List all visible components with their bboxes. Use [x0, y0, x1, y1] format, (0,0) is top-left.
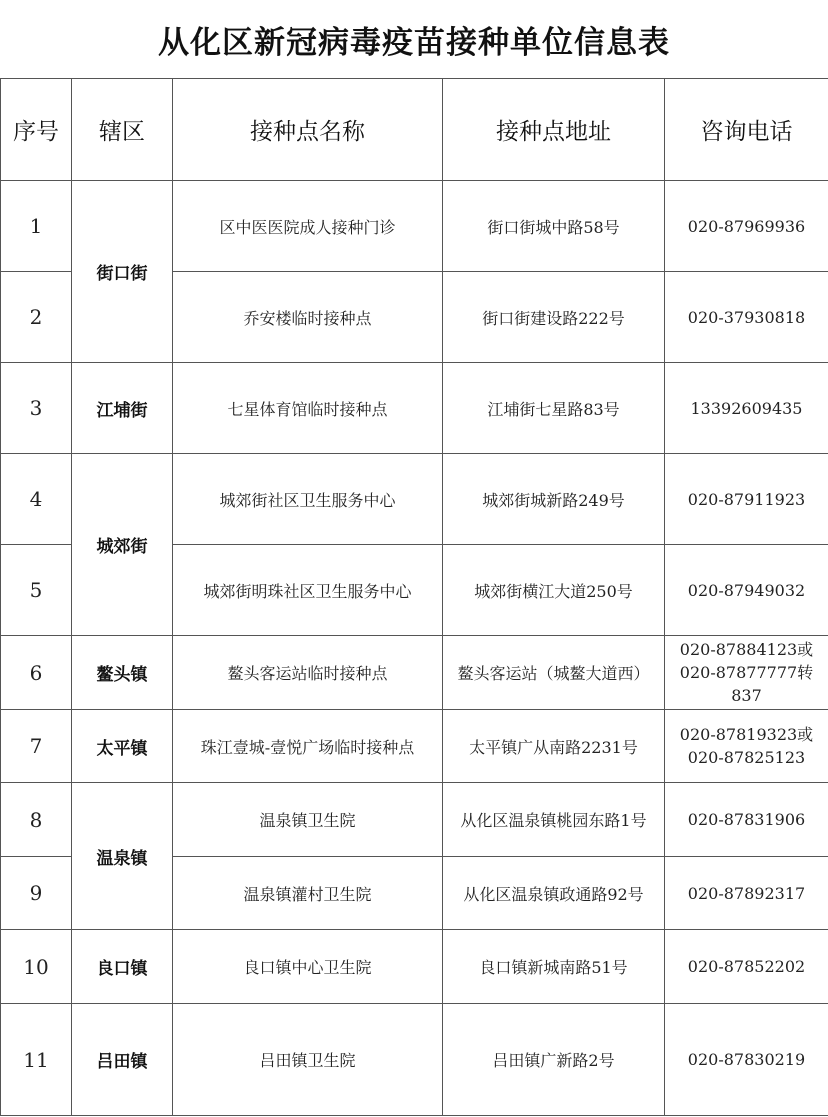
site-phone: 020-87949032 [665, 545, 828, 636]
table-header-row [1, 79, 828, 181]
row-index: 8 [1, 783, 72, 857]
site-phone: 020-87911923 [665, 454, 828, 545]
site-address: 从化区温泉镇政通路92号 [443, 857, 665, 930]
site-phone: 020-37930818 [665, 272, 828, 363]
row-index: 9 [1, 857, 72, 930]
row-district: 温泉镇 [72, 783, 173, 930]
row-district: 城郊街 [72, 454, 173, 636]
header-district: 辖区 [72, 79, 173, 181]
site-phone: 020-87831906 [665, 783, 828, 857]
site-name: 温泉镇灌村卫生院 [173, 857, 443, 930]
site-phone: 020-87830219 [665, 1004, 828, 1116]
row-index: 7 [1, 710, 72, 783]
site-name: 区中医医院成人接种门诊 [173, 181, 443, 272]
header-index: 序号 [1, 79, 72, 181]
row-index: 4 [1, 454, 72, 545]
row-district: 太平镇 [72, 710, 173, 783]
site-phone: 020-87852202 [665, 930, 828, 1004]
table-row [1, 454, 828, 545]
site-phone: 020-87884123或020-87877777转837 [665, 636, 828, 710]
row-index: 2 [1, 272, 72, 363]
header-site-address: 接种点地址 [443, 79, 665, 181]
site-name: 城郊街明珠社区卫生服务中心 [173, 545, 443, 636]
site-name: 温泉镇卫生院 [173, 783, 443, 857]
table-row [1, 1004, 828, 1116]
site-name: 乔安楼临时接种点 [173, 272, 443, 363]
row-index: 6 [1, 636, 72, 710]
site-address: 城郊街横江大道250号 [443, 545, 665, 636]
row-district: 鳌头镇 [72, 636, 173, 710]
site-name: 城郊街社区卫生服务中心 [173, 454, 443, 545]
row-district: 江埔街 [72, 363, 173, 454]
site-name: 珠江壹城-壹悦广场临时接种点 [173, 710, 443, 783]
table-row [1, 710, 828, 783]
row-index: 11 [1, 1004, 72, 1116]
table-row [1, 636, 828, 710]
site-address: 街口街城中路58号 [443, 181, 665, 272]
row-index: 3 [1, 363, 72, 454]
site-address: 从化区温泉镇桃园东路1号 [443, 783, 665, 857]
site-address: 街口街建设路222号 [443, 272, 665, 363]
site-phone: 13392609435 [665, 363, 828, 454]
site-address: 鳌头客运站（城鳌大道西） [443, 636, 665, 710]
site-name: 吕田镇卫生院 [173, 1004, 443, 1116]
row-district: 良口镇 [72, 930, 173, 1004]
site-name: 鳌头客运站临时接种点 [173, 636, 443, 710]
table-row [1, 930, 828, 1004]
row-index: 10 [1, 930, 72, 1004]
site-address: 吕田镇广新路2号 [443, 1004, 665, 1116]
site-phone: 020-87892317 [665, 857, 828, 930]
header-site-name: 接种点名称 [173, 79, 443, 181]
site-phone: 020-87819323或020-87825123 [665, 710, 828, 783]
row-index: 5 [1, 545, 72, 636]
site-address: 太平镇广从南路2231号 [443, 710, 665, 783]
site-phone: 020-87969936 [665, 181, 828, 272]
row-district: 街口街 [72, 181, 173, 363]
site-address: 城郊街城新路249号 [443, 454, 665, 545]
site-name: 七星体育馆临时接种点 [173, 363, 443, 454]
site-address: 江埔街七星路83号 [443, 363, 665, 454]
table-row [1, 363, 828, 454]
site-address: 良口镇新城南路51号 [443, 930, 665, 1004]
header-phone: 咨询电话 [665, 79, 828, 181]
table-row [1, 181, 828, 272]
site-name: 良口镇中心卫生院 [173, 930, 443, 1004]
page-title: 从化区新冠病毒疫苗接种单位信息表 [158, 24, 670, 61]
table-row [1, 783, 828, 857]
row-district: 吕田镇 [72, 1004, 173, 1116]
vaccination-sites-table [0, 78, 828, 1116]
row-index: 1 [1, 181, 72, 272]
